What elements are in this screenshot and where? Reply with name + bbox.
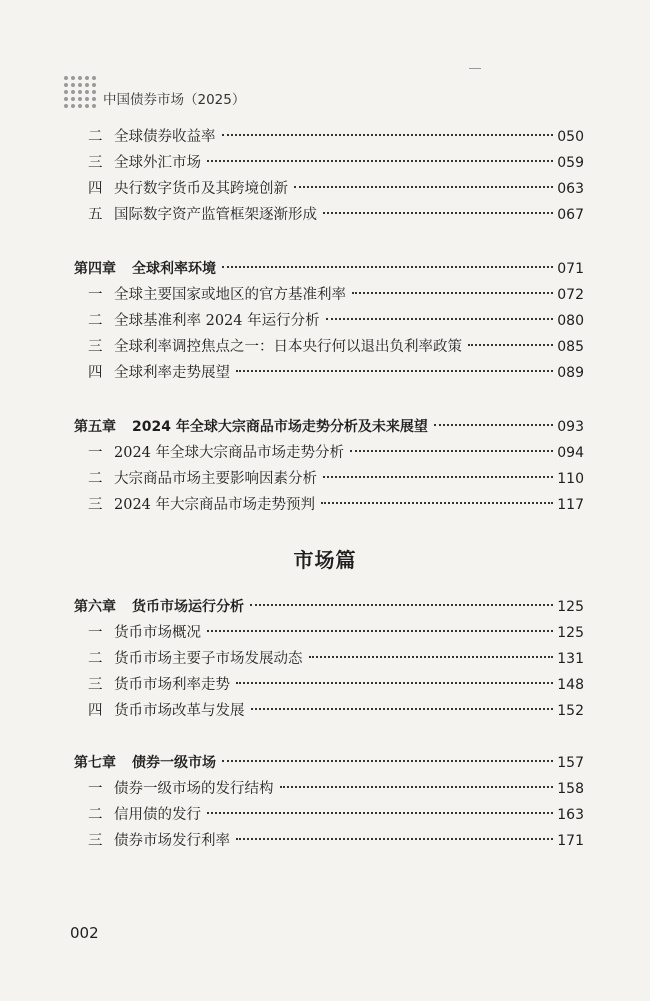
toc-entry[interactable] — [88, 310, 584, 332]
toc-entry[interactable] — [88, 204, 584, 226]
header-mark — [469, 68, 481, 69]
dot-leader — [280, 786, 554, 788]
entry-number: 四 — [88, 181, 103, 197]
entry-page: 072 — [557, 287, 584, 303]
toc-entry[interactable] — [88, 648, 584, 670]
toc-chapter[interactable] — [74, 416, 584, 438]
entry-title: 2024 年大宗商品市场走势预判 — [114, 497, 316, 513]
entry-number: 三 — [88, 339, 103, 355]
entry-number: 一 — [88, 445, 103, 461]
entry-page: 110 — [557, 471, 584, 487]
header-dot-grid-icon — [63, 75, 97, 109]
entry-number: 二 — [88, 807, 103, 823]
chapter-page: 071 — [557, 261, 584, 277]
toc-entry[interactable] — [88, 152, 584, 174]
entry-number: 一 — [88, 625, 103, 641]
chapter-title: 债券一级市场 — [132, 755, 216, 771]
toc-entry[interactable] — [88, 178, 584, 200]
toc-chapter[interactable] — [74, 752, 584, 774]
dot-leader — [236, 370, 553, 372]
dot-leader — [323, 212, 553, 214]
entry-page: 089 — [557, 365, 584, 381]
dot-leader — [321, 502, 553, 504]
dot-leader — [222, 266, 553, 268]
running-head: 中国债券市场（2025） — [103, 92, 246, 108]
dot-leader — [207, 160, 553, 162]
dot-leader — [236, 682, 553, 684]
entry-title: 国际数字资产监管框架逐渐形成 — [114, 207, 317, 223]
chapter-title: 货币市场运行分析 — [132, 599, 244, 615]
entry-title: 全球利率调控焦点之一：日本央行何以退出负利率政策 — [114, 339, 462, 355]
toc-chapter[interactable] — [74, 596, 584, 618]
entry-number: 三 — [88, 497, 103, 513]
chapter-page: 125 — [557, 599, 584, 615]
entry-number: 二 — [88, 471, 103, 487]
toc-chapter[interactable] — [74, 258, 584, 280]
dot-leader — [350, 450, 553, 452]
chapter-page: 157 — [557, 755, 584, 771]
entry-page: 171 — [557, 833, 584, 849]
dot-leader — [434, 424, 553, 426]
chapter-title: 2024 年全球大宗商品市场走势分析及未来展望 — [132, 419, 428, 435]
entry-page: 117 — [557, 497, 584, 513]
entry-page: 059 — [557, 155, 584, 171]
toc-entry[interactable] — [88, 494, 584, 516]
dot-leader — [294, 186, 553, 188]
toc-entry[interactable] — [88, 468, 584, 490]
entry-page: 152 — [557, 703, 584, 719]
toc-entry[interactable] — [88, 622, 584, 644]
entry-page: 125 — [557, 625, 584, 641]
toc-entry[interactable] — [88, 336, 584, 358]
entry-title: 全球外汇市场 — [114, 155, 201, 171]
toc-entry[interactable] — [88, 830, 584, 852]
page-number: 002 — [70, 924, 99, 942]
toc-entry[interactable] — [88, 442, 584, 464]
entry-title: 货币市场利率走势 — [114, 677, 230, 693]
entry-page: 094 — [557, 445, 584, 461]
entry-title: 全球基准利率 2024 年运行分析 — [114, 313, 320, 329]
dot-leader — [222, 134, 554, 136]
entry-number: 三 — [88, 677, 103, 693]
entry-title: 2024 年全球大宗商品市场走势分析 — [114, 445, 345, 461]
dot-leader — [236, 838, 553, 840]
toc-entry[interactable] — [88, 700, 584, 722]
entry-number: 一 — [88, 781, 103, 797]
entry-number: 四 — [88, 365, 103, 381]
dot-leader — [222, 760, 553, 762]
entry-page: 158 — [557, 781, 584, 797]
chapter-title: 全球利率环境 — [132, 261, 216, 277]
entry-title: 货币市场概况 — [114, 625, 201, 641]
entry-page: 063 — [557, 181, 584, 197]
entry-title: 债券一级市场的发行结构 — [114, 781, 274, 797]
dot-leader — [326, 318, 554, 320]
dot-leader — [251, 708, 554, 710]
entry-page: 148 — [557, 677, 584, 693]
chapter-number: 第四章 — [74, 261, 116, 277]
entry-number: 二 — [88, 313, 103, 329]
dot-leader — [323, 476, 553, 478]
entry-title: 货币市场主要子市场发展动态 — [114, 651, 303, 667]
entry-number: 二 — [88, 651, 103, 667]
entry-number: 五 — [88, 207, 103, 223]
entry-title: 信用债的发行 — [114, 807, 201, 823]
dot-leader — [309, 656, 554, 658]
toc-entry[interactable] — [88, 126, 584, 148]
entry-page: 067 — [557, 207, 584, 223]
entry-title: 全球债券收益率 — [114, 129, 216, 145]
entry-number: 一 — [88, 287, 103, 303]
entry-number: 三 — [88, 155, 103, 171]
dot-leader — [207, 630, 553, 632]
toc-entry[interactable] — [88, 778, 584, 800]
dot-leader — [250, 604, 553, 606]
entry-number: 二 — [88, 129, 103, 145]
entry-title: 全球利率走势展望 — [114, 365, 230, 381]
entry-title: 央行数字货币及其跨境创新 — [114, 181, 288, 197]
chapter-number: 第七章 — [74, 755, 116, 771]
dot-leader — [468, 344, 553, 346]
chapter-page: 093 — [557, 419, 584, 435]
entry-title: 债券市场发行利率 — [114, 833, 230, 849]
entry-number: 三 — [88, 833, 103, 849]
entry-number: 四 — [88, 703, 103, 719]
toc-entry[interactable] — [88, 674, 584, 696]
chapter-number: 第六章 — [74, 599, 116, 615]
entry-page: 080 — [557, 313, 584, 329]
toc-entry[interactable] — [88, 284, 584, 306]
entry-page: 163 — [557, 807, 584, 823]
entry-title: 全球主要国家或地区的官方基准利率 — [114, 287, 346, 303]
entry-page: 131 — [557, 651, 584, 667]
toc-entry[interactable] — [88, 804, 584, 826]
entry-page: 050 — [557, 129, 584, 145]
part-title: 市场篇 — [293, 548, 357, 572]
dot-leader — [207, 812, 553, 814]
entry-title: 大宗商品市场主要影响因素分析 — [114, 471, 317, 487]
dot-leader — [352, 292, 553, 294]
toc-entry[interactable] — [88, 362, 584, 384]
chapter-number: 第五章 — [74, 419, 116, 435]
entry-title: 货币市场改革与发展 — [114, 703, 245, 719]
entry-page: 085 — [557, 339, 584, 355]
